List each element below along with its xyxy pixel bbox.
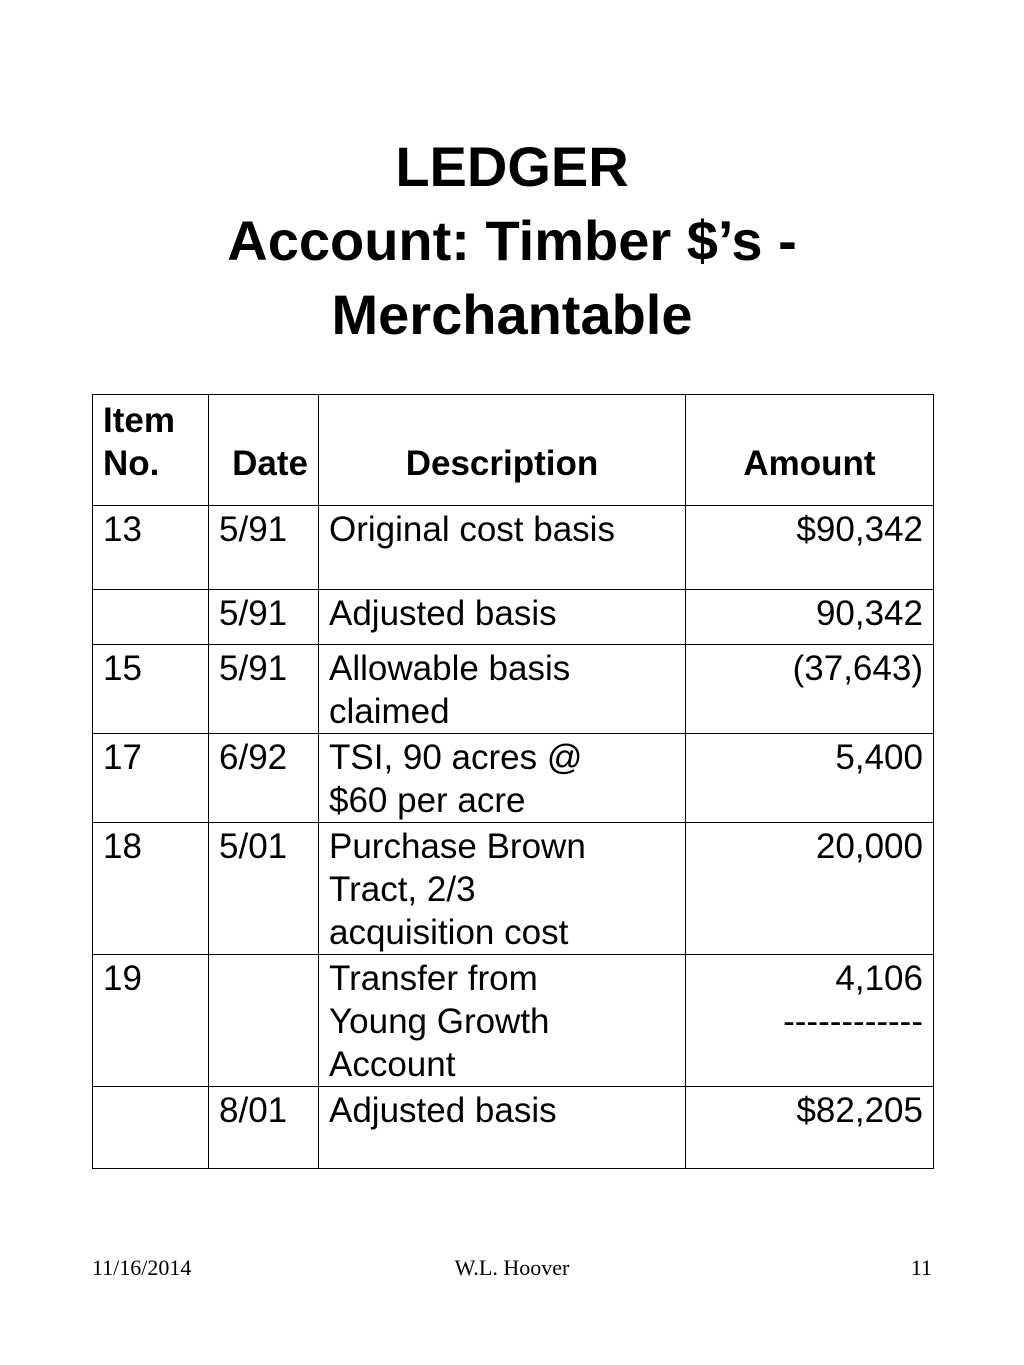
- cell-date: 5/91: [209, 506, 319, 590]
- description-line: TSI, 90 acres @: [329, 738, 583, 777]
- header-item-line1: Item: [103, 401, 175, 440]
- cell-description: [319, 645, 686, 734]
- cell-amount: 20,000: [686, 823, 934, 955]
- table-row: [93, 823, 934, 955]
- table-header-row: [93, 395, 934, 506]
- cell-description: [319, 823, 686, 955]
- table-row: [93, 734, 934, 823]
- header-item-no: [93, 395, 209, 506]
- cell-amount: 90,342: [686, 590, 934, 645]
- description-line: Tract, 2/3: [329, 870, 476, 909]
- table-row: [93, 645, 934, 734]
- footer-date: 11/16/2014: [92, 1255, 192, 1280]
- table-row: [93, 1087, 934, 1169]
- cell-amount: [686, 955, 934, 1087]
- description-line: Young Growth: [329, 1002, 550, 1041]
- description-line: $60 per acre: [329, 781, 526, 820]
- header-amount: Amount: [686, 395, 934, 506]
- cell-item: 19: [93, 955, 209, 1087]
- footer-page-number: 11: [910, 1255, 932, 1280]
- description-line: Adjusted basis: [329, 594, 557, 633]
- ledger-table: [92, 394, 934, 1169]
- amount-value: 4,106: [835, 959, 923, 998]
- cell-amount: $82,205: [686, 1087, 934, 1169]
- cell-description: [319, 506, 686, 590]
- table-row: [93, 506, 934, 590]
- title-merchantable: Merchantable: [331, 283, 693, 346]
- cell-date: 5/91: [209, 590, 319, 645]
- table-row: [93, 590, 934, 645]
- cell-description: [319, 1087, 686, 1169]
- description-line: Allowable basis: [329, 649, 571, 688]
- description-line: Original cost basis: [329, 510, 615, 549]
- cell-description: [319, 734, 686, 823]
- cell-date: 6/92: [209, 734, 319, 823]
- slide-title: [0, 130, 1024, 352]
- cell-item: 17: [93, 734, 209, 823]
- header-item-line2: No.: [103, 444, 160, 483]
- cell-item: 18: [93, 823, 209, 955]
- footer-author: W.L. Hoover: [454, 1255, 570, 1280]
- cell-date: 8/01: [209, 1087, 319, 1169]
- description-line: acquisition cost: [329, 913, 569, 952]
- cell-date: [209, 955, 319, 1087]
- subtotal-dashes: ------------: [783, 1002, 923, 1041]
- description-line: Purchase Brown: [329, 827, 586, 866]
- cell-date: 5/91: [209, 645, 319, 734]
- description-line: Account: [329, 1045, 456, 1084]
- cell-item: 13: [93, 506, 209, 590]
- header-date: Date: [209, 395, 319, 506]
- table-row: [93, 955, 934, 1087]
- title-account: Account: Timber $’s -: [227, 209, 797, 272]
- cell-description: [319, 590, 686, 645]
- cell-item: [93, 590, 209, 645]
- cell-amount: $90,342: [686, 506, 934, 590]
- cell-amount: (37,643): [686, 645, 934, 734]
- cell-amount: 5,400: [686, 734, 934, 823]
- title-ledger: LEDGER: [395, 135, 629, 198]
- cell-item: [93, 1087, 209, 1169]
- cell-description: [319, 955, 686, 1087]
- description-line: claimed: [329, 692, 450, 731]
- cell-item: 15: [93, 645, 209, 734]
- description-line: Transfer from: [329, 959, 538, 998]
- header-description: Description: [319, 395, 686, 506]
- cell-date: 5/01: [209, 823, 319, 955]
- description-line: Adjusted basis: [329, 1091, 557, 1130]
